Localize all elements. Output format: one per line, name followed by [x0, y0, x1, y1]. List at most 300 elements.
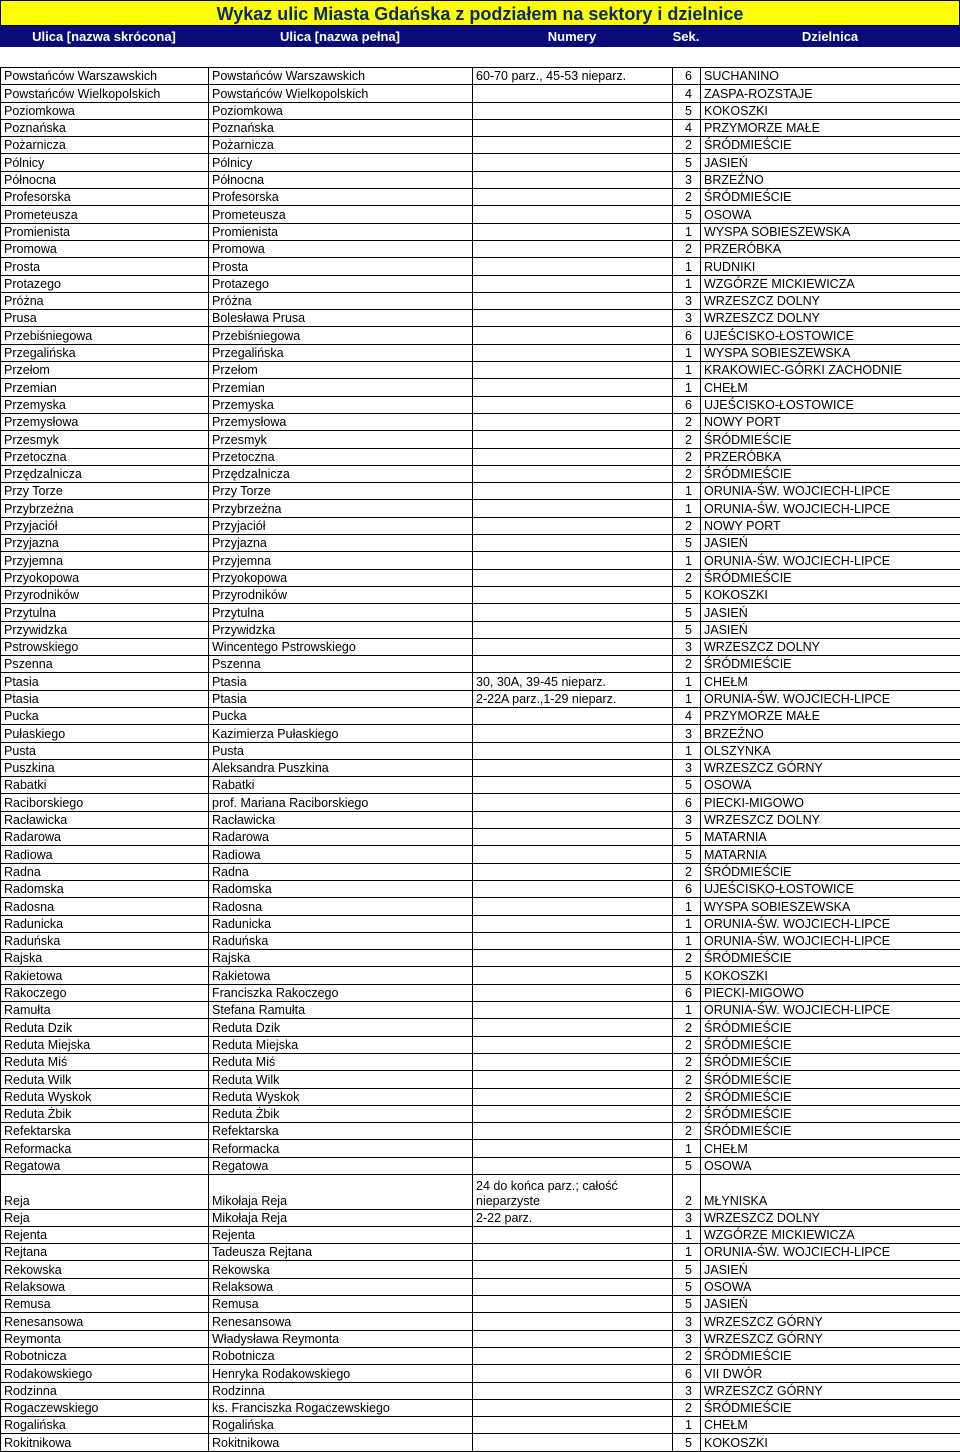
cell-full-name: Tadeusza Rejtana — [209, 1244, 473, 1261]
cell-short-name: Przy Torze — [1, 483, 209, 500]
cell-numbers — [473, 932, 673, 949]
cell-district: PRZYMORZE MAŁE — [701, 119, 960, 136]
cell-district: BRZEŹNO — [701, 725, 960, 742]
cell-full-name: Poznańska — [209, 119, 473, 136]
cell-full-name: Promienista — [209, 223, 473, 240]
table-row — [1, 310, 960, 327]
cell-short-name: Prosta — [1, 258, 209, 275]
cell-district: MATARNIA — [701, 829, 960, 846]
table-row — [1, 1226, 960, 1243]
table-row — [1, 967, 960, 984]
cell-full-name: Pusta — [209, 742, 473, 759]
cell-short-name: Puszkina — [1, 759, 209, 776]
cell-full-name: Ptasia — [209, 690, 473, 707]
table-row — [1, 794, 960, 811]
cell-numbers — [473, 275, 673, 292]
cell-numbers — [473, 1071, 673, 1088]
cell-full-name: Powstańców Warszawskich — [209, 68, 473, 85]
table-row — [1, 1347, 960, 1364]
table-row — [1, 1313, 960, 1330]
cell-numbers — [473, 396, 673, 413]
cell-full-name: Wincentego Pstrowskiego — [209, 638, 473, 655]
cell-numbers — [473, 379, 673, 396]
cell-short-name: Reduta Dzik — [1, 1019, 209, 1036]
cell-sector: 5 — [673, 967, 701, 984]
cell-numbers — [473, 846, 673, 863]
cell-district: KOKOSZKI — [701, 967, 960, 984]
cell-short-name: Ptasia — [1, 673, 209, 690]
cell-sector: 6 — [673, 68, 701, 85]
table-row — [1, 362, 960, 379]
cell-numbers — [473, 759, 673, 776]
cell-district: ORUNIA-ŚW. WOJCIECH-LIPCE — [701, 915, 960, 932]
cell-district: CHEŁM — [701, 673, 960, 690]
cell-full-name: Przemysłowa — [209, 413, 473, 430]
cell-district: ZASPA-ROZSTAJE — [701, 85, 960, 102]
cell-short-name: Regatowa — [1, 1157, 209, 1174]
cell-sector: 1 — [673, 362, 701, 379]
cell-full-name: Radna — [209, 863, 473, 880]
cell-short-name: Przytulna — [1, 604, 209, 621]
cell-district: ŚRÓDMIEŚCIE — [701, 656, 960, 673]
cell-short-name: Racławicka — [1, 811, 209, 828]
cell-sector: 5 — [673, 777, 701, 794]
table-row — [1, 223, 960, 240]
cell-sector: 5 — [673, 586, 701, 603]
cell-district: KOKOSZKI — [701, 586, 960, 603]
cell-district: ŚRÓDMIEŚCIE — [701, 1399, 960, 1416]
cell-district: ORUNIA-ŚW. WOJCIECH-LIPCE — [701, 552, 960, 569]
cell-short-name: Przesmyk — [1, 431, 209, 448]
cell-sector: 1 — [673, 223, 701, 240]
cell-full-name: Reduta Wyskok — [209, 1088, 473, 1105]
cell-district: WRZESZCZ GÓRNY — [701, 1313, 960, 1330]
cell-short-name: Renesansowa — [1, 1313, 209, 1330]
cell-numbers — [473, 898, 673, 915]
cell-numbers — [473, 1330, 673, 1347]
cell-full-name: Przełom — [209, 362, 473, 379]
cell-full-name: Bolesława Prusa — [209, 310, 473, 327]
cell-numbers — [473, 171, 673, 188]
streets-table-body — [1, 68, 960, 1452]
table-row — [1, 1330, 960, 1347]
cell-short-name: Reduta Miejska — [1, 1036, 209, 1053]
cell-numbers: 24 do końca parz.; całość nieparzyste — [473, 1175, 673, 1210]
cell-sector: 2 — [673, 240, 701, 257]
cell-sector: 6 — [673, 1365, 701, 1382]
cell-sector: 3 — [673, 759, 701, 776]
cell-sector: 1 — [673, 690, 701, 707]
cell-numbers — [473, 1002, 673, 1019]
cell-numbers — [473, 604, 673, 621]
table-row — [1, 483, 960, 500]
cell-short-name: Promienista — [1, 223, 209, 240]
table-row — [1, 517, 960, 534]
table-row — [1, 569, 960, 586]
cell-sector: 3 — [673, 1330, 701, 1347]
cell-sector: 1 — [673, 483, 701, 500]
cell-full-name: Stefana Ramułta — [209, 1002, 473, 1019]
cell-district: WRZESZCZ DOLNY — [701, 811, 960, 828]
cell-district: PRZERÓBKA — [701, 448, 960, 465]
cell-short-name: Północna — [1, 171, 209, 188]
cell-numbers — [473, 1053, 673, 1070]
cell-short-name: Raciborskiego — [1, 794, 209, 811]
cell-full-name: Przyjazna — [209, 535, 473, 552]
table-row — [1, 68, 960, 85]
table-row — [1, 431, 960, 448]
cell-numbers — [473, 517, 673, 534]
table-row — [1, 932, 960, 949]
cell-short-name: Pstrowskiego — [1, 638, 209, 655]
cell-sector: 2 — [673, 1175, 701, 1210]
cell-district: MATARNIA — [701, 846, 960, 863]
cell-numbers — [473, 535, 673, 552]
cell-numbers — [473, 707, 673, 724]
table-row — [1, 846, 960, 863]
cell-numbers — [473, 500, 673, 517]
cell-short-name: Rakietowa — [1, 967, 209, 984]
cell-short-name: Reformacka — [1, 1140, 209, 1157]
cell-full-name: Pucka — [209, 707, 473, 724]
cell-short-name: Przędzalnicza — [1, 465, 209, 482]
cell-numbers — [473, 811, 673, 828]
cell-sector: 2 — [673, 517, 701, 534]
cell-full-name: Pożarnicza — [209, 137, 473, 154]
cell-numbers — [473, 863, 673, 880]
cell-district: ŚRÓDMIEŚCIE — [701, 465, 960, 482]
cell-sector: 5 — [673, 621, 701, 638]
cell-sector: 1 — [673, 898, 701, 915]
cell-numbers — [473, 777, 673, 794]
cell-sector: 4 — [673, 85, 701, 102]
cell-sector: 4 — [673, 119, 701, 136]
cell-short-name: Robotnicza — [1, 1347, 209, 1364]
cell-full-name: Północna — [209, 171, 473, 188]
cell-full-name: Reduta Dzik — [209, 1019, 473, 1036]
cell-short-name: Remusa — [1, 1296, 209, 1313]
cell-full-name: Ptasia — [209, 673, 473, 690]
table-row — [1, 829, 960, 846]
cell-short-name: Radosna — [1, 898, 209, 915]
table-row — [1, 690, 960, 707]
cell-short-name: Przyjazna — [1, 535, 209, 552]
cell-sector: 5 — [673, 829, 701, 846]
cell-full-name: Mikołaja Reja — [209, 1175, 473, 1210]
cell-numbers — [473, 967, 673, 984]
table-row — [1, 154, 960, 171]
cell-short-name: Próżna — [1, 292, 209, 309]
cell-full-name: Rodzinna — [209, 1382, 473, 1399]
table-row — [1, 1088, 960, 1105]
cell-short-name: Przyrodników — [1, 586, 209, 603]
cell-short-name: Rodzinna — [1, 1382, 209, 1399]
cell-numbers — [473, 1434, 673, 1451]
table-row — [1, 85, 960, 102]
table-row — [1, 344, 960, 361]
cell-short-name: Pszenna — [1, 656, 209, 673]
cell-district: KOKOSZKI — [701, 1434, 960, 1451]
cell-district: KOKOSZKI — [701, 102, 960, 119]
table-row — [1, 863, 960, 880]
cell-sector: 1 — [673, 1226, 701, 1243]
cell-short-name: Radiowa — [1, 846, 209, 863]
cell-sector: 5 — [673, 206, 701, 223]
table-row — [1, 638, 960, 655]
cell-short-name: Przybrzeżna — [1, 500, 209, 517]
cell-sector: 2 — [673, 1088, 701, 1105]
cell-full-name: Raduńska — [209, 932, 473, 949]
cell-short-name: Promowa — [1, 240, 209, 257]
cell-sector: 3 — [673, 292, 701, 309]
cell-full-name: Franciszka Rakoczego — [209, 984, 473, 1001]
cell-numbers — [473, 240, 673, 257]
cell-full-name: Przebiśniegowa — [209, 327, 473, 344]
cell-numbers — [473, 725, 673, 742]
cell-numbers — [473, 413, 673, 430]
table-row — [1, 500, 960, 517]
cell-sector: 2 — [673, 137, 701, 154]
cell-district: JASIEŃ — [701, 154, 960, 171]
cell-sector: 6 — [673, 396, 701, 413]
cell-full-name: Profesorska — [209, 189, 473, 206]
cell-district: ORUNIA-ŚW. WOJCIECH-LIPCE — [701, 1002, 960, 1019]
cell-full-name: Przytulna — [209, 604, 473, 621]
cell-sector: 5 — [673, 1434, 701, 1451]
cell-short-name: Pożarnicza — [1, 137, 209, 154]
cell-numbers — [473, 1313, 673, 1330]
cell-sector: 5 — [673, 535, 701, 552]
cell-district: WRZESZCZ DOLNY — [701, 638, 960, 655]
cell-full-name: Poziomkowa — [209, 102, 473, 119]
page-title: Wykaz ulic Miasta Gdańska z podziałem na sektory i dzielnice — [0, 0, 960, 26]
cell-short-name: Reduta Wyskok — [1, 1088, 209, 1105]
cell-short-name: Przyjaciół — [1, 517, 209, 534]
cell-short-name: Protazego — [1, 275, 209, 292]
cell-sector: 1 — [673, 275, 701, 292]
column-header-short-name: Ulica [nazwa skrócona] — [0, 26, 208, 47]
cell-district: UJEŚCISKO-ŁOSTOWICE — [701, 396, 960, 413]
cell-sector: 3 — [673, 171, 701, 188]
table-row — [1, 673, 960, 690]
cell-short-name: Raduńska — [1, 932, 209, 949]
cell-district: WRZESZCZ DOLNY — [701, 310, 960, 327]
cell-numbers — [473, 137, 673, 154]
cell-sector: 1 — [673, 379, 701, 396]
cell-short-name: Rogalińska — [1, 1417, 209, 1434]
table-row — [1, 950, 960, 967]
table-row — [1, 915, 960, 932]
cell-numbers — [473, 223, 673, 240]
column-header-sector: Sek. — [672, 26, 700, 47]
cell-sector: 4 — [673, 707, 701, 724]
cell-sector: 1 — [673, 258, 701, 275]
cell-short-name: Rokitnikowa — [1, 1434, 209, 1451]
cell-sector: 1 — [673, 552, 701, 569]
cell-district: UJEŚCISKO-ŁOSTOWICE — [701, 880, 960, 897]
table-row — [1, 898, 960, 915]
table-row — [1, 1365, 960, 1382]
cell-short-name: Pułaskiego — [1, 725, 209, 742]
table-row — [1, 880, 960, 897]
table-row — [1, 396, 960, 413]
cell-short-name: Przegalińska — [1, 344, 209, 361]
table-row — [1, 535, 960, 552]
cell-district: ŚRÓDMIEŚCIE — [701, 1036, 960, 1053]
cell-sector: 3 — [673, 310, 701, 327]
table-row — [1, 189, 960, 206]
cell-district: OLSZYNKA — [701, 742, 960, 759]
cell-sector: 2 — [673, 1105, 701, 1122]
cell-district: ŚRÓDMIEŚCIE — [701, 569, 960, 586]
cell-full-name: Przetoczna — [209, 448, 473, 465]
cell-sector: 5 — [673, 1261, 701, 1278]
table-row — [1, 1105, 960, 1122]
cell-full-name: Aleksandra Puszkina — [209, 759, 473, 776]
cell-short-name: Przełom — [1, 362, 209, 379]
table-row — [1, 413, 960, 430]
cell-district: ŚRÓDMIEŚCIE — [701, 863, 960, 880]
cell-numbers — [473, 1365, 673, 1382]
table-row — [1, 811, 960, 828]
cell-sector: 1 — [673, 1002, 701, 1019]
cell-district: NOWY PORT — [701, 413, 960, 430]
table-row — [1, 1261, 960, 1278]
cell-numbers — [473, 189, 673, 206]
cell-district: WZGÓRZE MICKIEWICZA — [701, 275, 960, 292]
cell-sector: 1 — [673, 742, 701, 759]
cell-short-name: Radarowa — [1, 829, 209, 846]
cell-short-name: Przywidzka — [1, 621, 209, 638]
cell-sector: 2 — [673, 1053, 701, 1070]
cell-sector: 2 — [673, 1399, 701, 1416]
cell-full-name: Przędzalnicza — [209, 465, 473, 482]
table-row — [1, 1036, 960, 1053]
cell-district: ORUNIA-ŚW. WOJCIECH-LIPCE — [701, 1244, 960, 1261]
cell-numbers — [473, 154, 673, 171]
cell-short-name: Ptasia — [1, 690, 209, 707]
cell-district: WYSPA SOBIESZEWSKA — [701, 344, 960, 361]
cell-numbers — [473, 344, 673, 361]
cell-district: ŚRÓDMIEŚCIE — [701, 137, 960, 154]
cell-numbers — [473, 586, 673, 603]
cell-full-name: Przyokopowa — [209, 569, 473, 586]
cell-numbers — [473, 1296, 673, 1313]
cell-numbers — [473, 569, 673, 586]
table-row — [1, 171, 960, 188]
cell-short-name: Powstańców Warszawskich — [1, 68, 209, 85]
cell-district: PRZYMORZE MAŁE — [701, 707, 960, 724]
cell-full-name: Rakietowa — [209, 967, 473, 984]
cell-sector: 2 — [673, 1123, 701, 1140]
cell-district: ŚRÓDMIEŚCIE — [701, 1105, 960, 1122]
cell-numbers: 60-70 parz., 45-53 nieparz. — [473, 68, 673, 85]
cell-short-name: Przemysłowa — [1, 413, 209, 430]
cell-full-name: Racławicka — [209, 811, 473, 828]
cell-numbers — [473, 1157, 673, 1174]
cell-short-name: Powstańców Wielkopolskich — [1, 85, 209, 102]
cell-numbers — [473, 1382, 673, 1399]
cell-short-name: Rodakowskiego — [1, 1365, 209, 1382]
cell-full-name: Przy Torze — [209, 483, 473, 500]
cell-full-name: Reduta Wilk — [209, 1071, 473, 1088]
cell-full-name: Renesansowa — [209, 1313, 473, 1330]
cell-full-name: Władysława Reymonta — [209, 1330, 473, 1347]
cell-district: OSOWA — [701, 777, 960, 794]
cell-short-name: Reduta Miś — [1, 1053, 209, 1070]
cell-sector: 5 — [673, 154, 701, 171]
cell-sector: 2 — [673, 863, 701, 880]
cell-district: ŚRÓDMIEŚCIE — [701, 1053, 960, 1070]
cell-district: VII DWÓR — [701, 1365, 960, 1382]
cell-sector: 5 — [673, 1157, 701, 1174]
cell-numbers — [473, 1347, 673, 1364]
cell-district: KRAKOWIEC-GÓRKI ZACHODNIE — [701, 362, 960, 379]
table-row — [1, 327, 960, 344]
cell-district: CHEŁM — [701, 1140, 960, 1157]
cell-district: WZGÓRZE MICKIEWICZA — [701, 1226, 960, 1243]
cell-full-name: Prosta — [209, 258, 473, 275]
cell-short-name: Pólnicy — [1, 154, 209, 171]
table-row — [1, 1053, 960, 1070]
cell-numbers — [473, 431, 673, 448]
cell-district: ŚRÓDMIEŚCIE — [701, 1123, 960, 1140]
cell-district: ŚRÓDMIEŚCIE — [701, 1347, 960, 1364]
cell-full-name: Radunicka — [209, 915, 473, 932]
table-row — [1, 1209, 960, 1226]
cell-short-name: Reja — [1, 1175, 209, 1210]
cell-sector: 1 — [673, 344, 701, 361]
cell-sector: 2 — [673, 431, 701, 448]
cell-district: ORUNIA-ŚW. WOJCIECH-LIPCE — [701, 690, 960, 707]
cell-district: ORUNIA-ŚW. WOJCIECH-LIPCE — [701, 932, 960, 949]
table-row — [1, 656, 960, 673]
cell-sector: 6 — [673, 794, 701, 811]
cell-full-name: Reduta Miś — [209, 1053, 473, 1070]
table-row — [1, 379, 960, 396]
table-row — [1, 621, 960, 638]
cell-district: WRZESZCZ DOLNY — [701, 1209, 960, 1226]
cell-numbers — [473, 483, 673, 500]
cell-district: SUCHANINO — [701, 68, 960, 85]
cell-short-name: Radomska — [1, 880, 209, 897]
cell-sector: 5 — [673, 102, 701, 119]
cell-short-name: Przemian — [1, 379, 209, 396]
table-row — [1, 448, 960, 465]
cell-district: OSOWA — [701, 1157, 960, 1174]
cell-sector: 2 — [673, 1019, 701, 1036]
cell-full-name: Henryka Rodakowskiego — [209, 1365, 473, 1382]
cell-short-name: Rejenta — [1, 1226, 209, 1243]
cell-short-name: Rejtana — [1, 1244, 209, 1261]
cell-full-name: Radosna — [209, 898, 473, 915]
cell-sector: 1 — [673, 932, 701, 949]
cell-district: JASIEŃ — [701, 1261, 960, 1278]
cell-sector: 2 — [673, 950, 701, 967]
table-row — [1, 586, 960, 603]
table-row — [1, 1019, 960, 1036]
cell-short-name: Poziomkowa — [1, 102, 209, 119]
cell-numbers — [473, 950, 673, 967]
cell-numbers — [473, 984, 673, 1001]
cell-numbers — [473, 465, 673, 482]
cell-full-name: Przyjemna — [209, 552, 473, 569]
cell-district: ŚRÓDMIEŚCIE — [701, 950, 960, 967]
cell-sector: 2 — [673, 656, 701, 673]
cell-numbers — [473, 448, 673, 465]
cell-full-name: Rogalińska — [209, 1417, 473, 1434]
cell-short-name: Przyjemna — [1, 552, 209, 569]
